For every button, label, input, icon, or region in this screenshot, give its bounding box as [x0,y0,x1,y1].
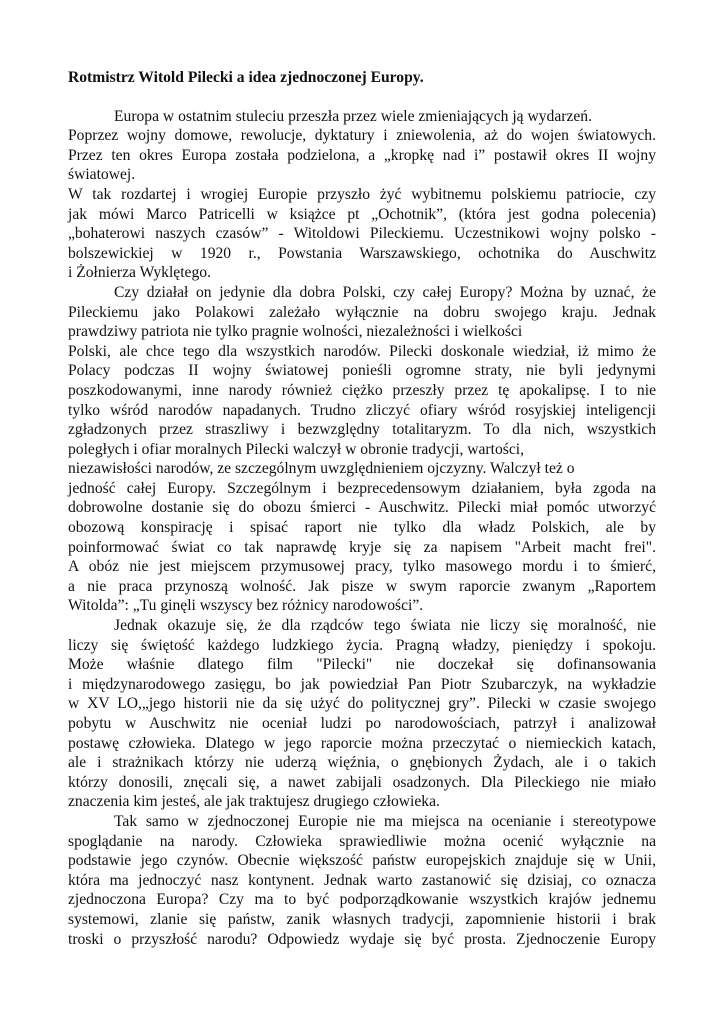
text-line: tylko wśród narodów napadanych. Trudno zliczyć ofiary wśród rosyjskiej inteligencji [68,401,656,419]
text-line: dobrowolne dostanie się do obozu śmierci - Auschwitz. Pilecki miał pomóc utworzyć [68,499,656,517]
text-line: którzy donosili, znęcali się, a nawet zabijali osadzonych. Dla Pileckiego nie miało [68,773,656,791]
text-line: Polacy podczas II wojny światowej ponieśli ogromne straty, nie byli jedynymi [68,362,656,380]
text-line: poszkodowanymi, inne narody również ciężko przeszły przez tę apokalipsę. I to nie [68,381,656,399]
document-title: Rotmistrz Witold Pilecki a idea zjednoczonej Europy. [68,69,424,86]
text-line: postawę człowieka. Dlatego w jego raporcie można przeczytać o niemieckich katach, [68,734,656,752]
text-line: pobytu w Auschwitz nie oceniał ludzi po narodowościach, patrzył i analizował [68,715,656,732]
text-line: „bohaterowi naszych czasów” - Witoldowi Pileckiemu. Uczestnikowi wojny polsko - [68,225,656,243]
text-line: Witolda”: „Tu ginęli wszyscy bez różnicy narodowości”. [68,597,424,615]
text-line: Jednak okazuje się, że dla rządców tego świata nie liczy się moralność, nie [114,617,656,635]
text-line: Poprzez wojny domowe, rewolucje, dyktatury i zniewolenia, aż do wojen światowych. [68,127,656,145]
text-line: Tak samo w zjednoczonej Europie nie ma miejsca na ocenianie i stereotypowe [114,812,656,830]
text-line: niezawisłości narodów, ze szczególnym uwzględnieniem ojczyzny. Walczył też o [68,460,575,478]
text-line: troski o przyszłość narodu? Odpowiedz wydaje się być prosta. Zjednoczenie Europy [68,930,656,948]
text-line: i międzynarodowego zasięgu, bo jak powiedział Pan Piotr Szubarczyk, na wykładzie [68,675,656,693]
text-line: Europa w ostatnim stuleciu przeszła przez wiele zmieniających ją wydarzeń. [114,107,592,125]
text-line: w XV LO,„jego historii nie da się użyć do politycznej gry”. Pilecki w czasie swojego [68,695,656,713]
document-page [68,68,656,949]
text-line: Pileckiemu jako Polakowi zależało wyłącznie na dobru swojego kraju. Jednak [68,303,656,321]
text-line: i Żołnierza Wyklętego. [68,264,211,282]
text-line: która ma jednoczyć nasz kontynent. Jednak warto zastanowić się dzisiaj, co oznacza [68,871,656,889]
text-line: poinformować świat co tak naprawdę kryje się za napisem "Arbeit macht frei". [68,538,656,556]
text-line: obozową konspirację i spisać raport nie tylko dla władz Polskich, ale by [68,519,656,537]
text-line: bolszewickiej w 1920 r., Powstania Warszawskiego, ochotnika do Auschwitz [68,244,656,262]
text-line: światowej. [68,166,136,184]
text-line: Czy działał on jedynie dla dobra Polski, czy całej Europy? Można by uznać, że [114,283,656,301]
text-line: W tak rozdartej i wrogiej Europie przyszło żyć wybitnemu polskiemu patriocie, czy [68,185,656,203]
text-line: Przez ten okres Europa została podzielona, a „kropkę nad i” postawił okres II wojny [68,146,656,164]
text-line: systemowi, zlanie się państw, zanik własnych tradycji, zapomnienie historii i brak [68,910,656,928]
text-line: a nie praca przynoszą wolność. Jak pisze w swym raporcie zwanym „Raportem [68,577,656,595]
text-line: podstawie jego czynów. Obecnie większość państw europejskich znajduje się w Unii, [68,852,656,870]
text-line: liczy się świętość każdego ludzkiego życia. Pragną władzy, pieniędzy i spokoju. [68,636,656,654]
text-line: poległych i ofiar moralnych Pilecki walczył w obronie tradycji, wartości, [68,440,524,458]
text-line: A obóz nie jest miejscem przymusowej pracy, tylko masowego mordu i to śmierć, [68,558,656,576]
text-line: spoglądanie na narody. Człowieka sprawiedliwie można ocenić wyłącznie na [68,832,656,850]
document-body [68,107,656,950]
text-line: zgładzonych przez straszliwy i bezwzględny totalitaryzm. To dla nich, wszystkich [68,421,656,439]
text-line: znaczenia kim jesteś, ale jak traktujesz drugiego człowieka. [68,793,440,811]
text-line: ale i strażnikach którzy nie uderzą więźnia, o gnębionych Żydach, ale i o takich [68,754,656,772]
text-line: zjednoczona Europa? Czy ma to być podporządkowanie wszystkich krajów jednemu [68,891,656,909]
text-line: jedność całej Europy. Szczególnym i bezprecedensowym działaniem, była zgoda na [68,479,656,497]
text-line: Polski, ale chce tego dla wszystkich narodów. Pilecki doskonale wiedział, iż mimo że [68,342,656,360]
text-line: jak mówi Marco Patricelli w książce pt „Ochotnik”, (która jest godna polecenia) [68,205,656,223]
text-line: prawdziwy patriota nie tylko pragnie wolności, niezależności i wielkości [68,323,523,341]
text-line: Może właśnie dlatego film "Pilecki" nie doczekał się dofinansowania [68,656,656,674]
